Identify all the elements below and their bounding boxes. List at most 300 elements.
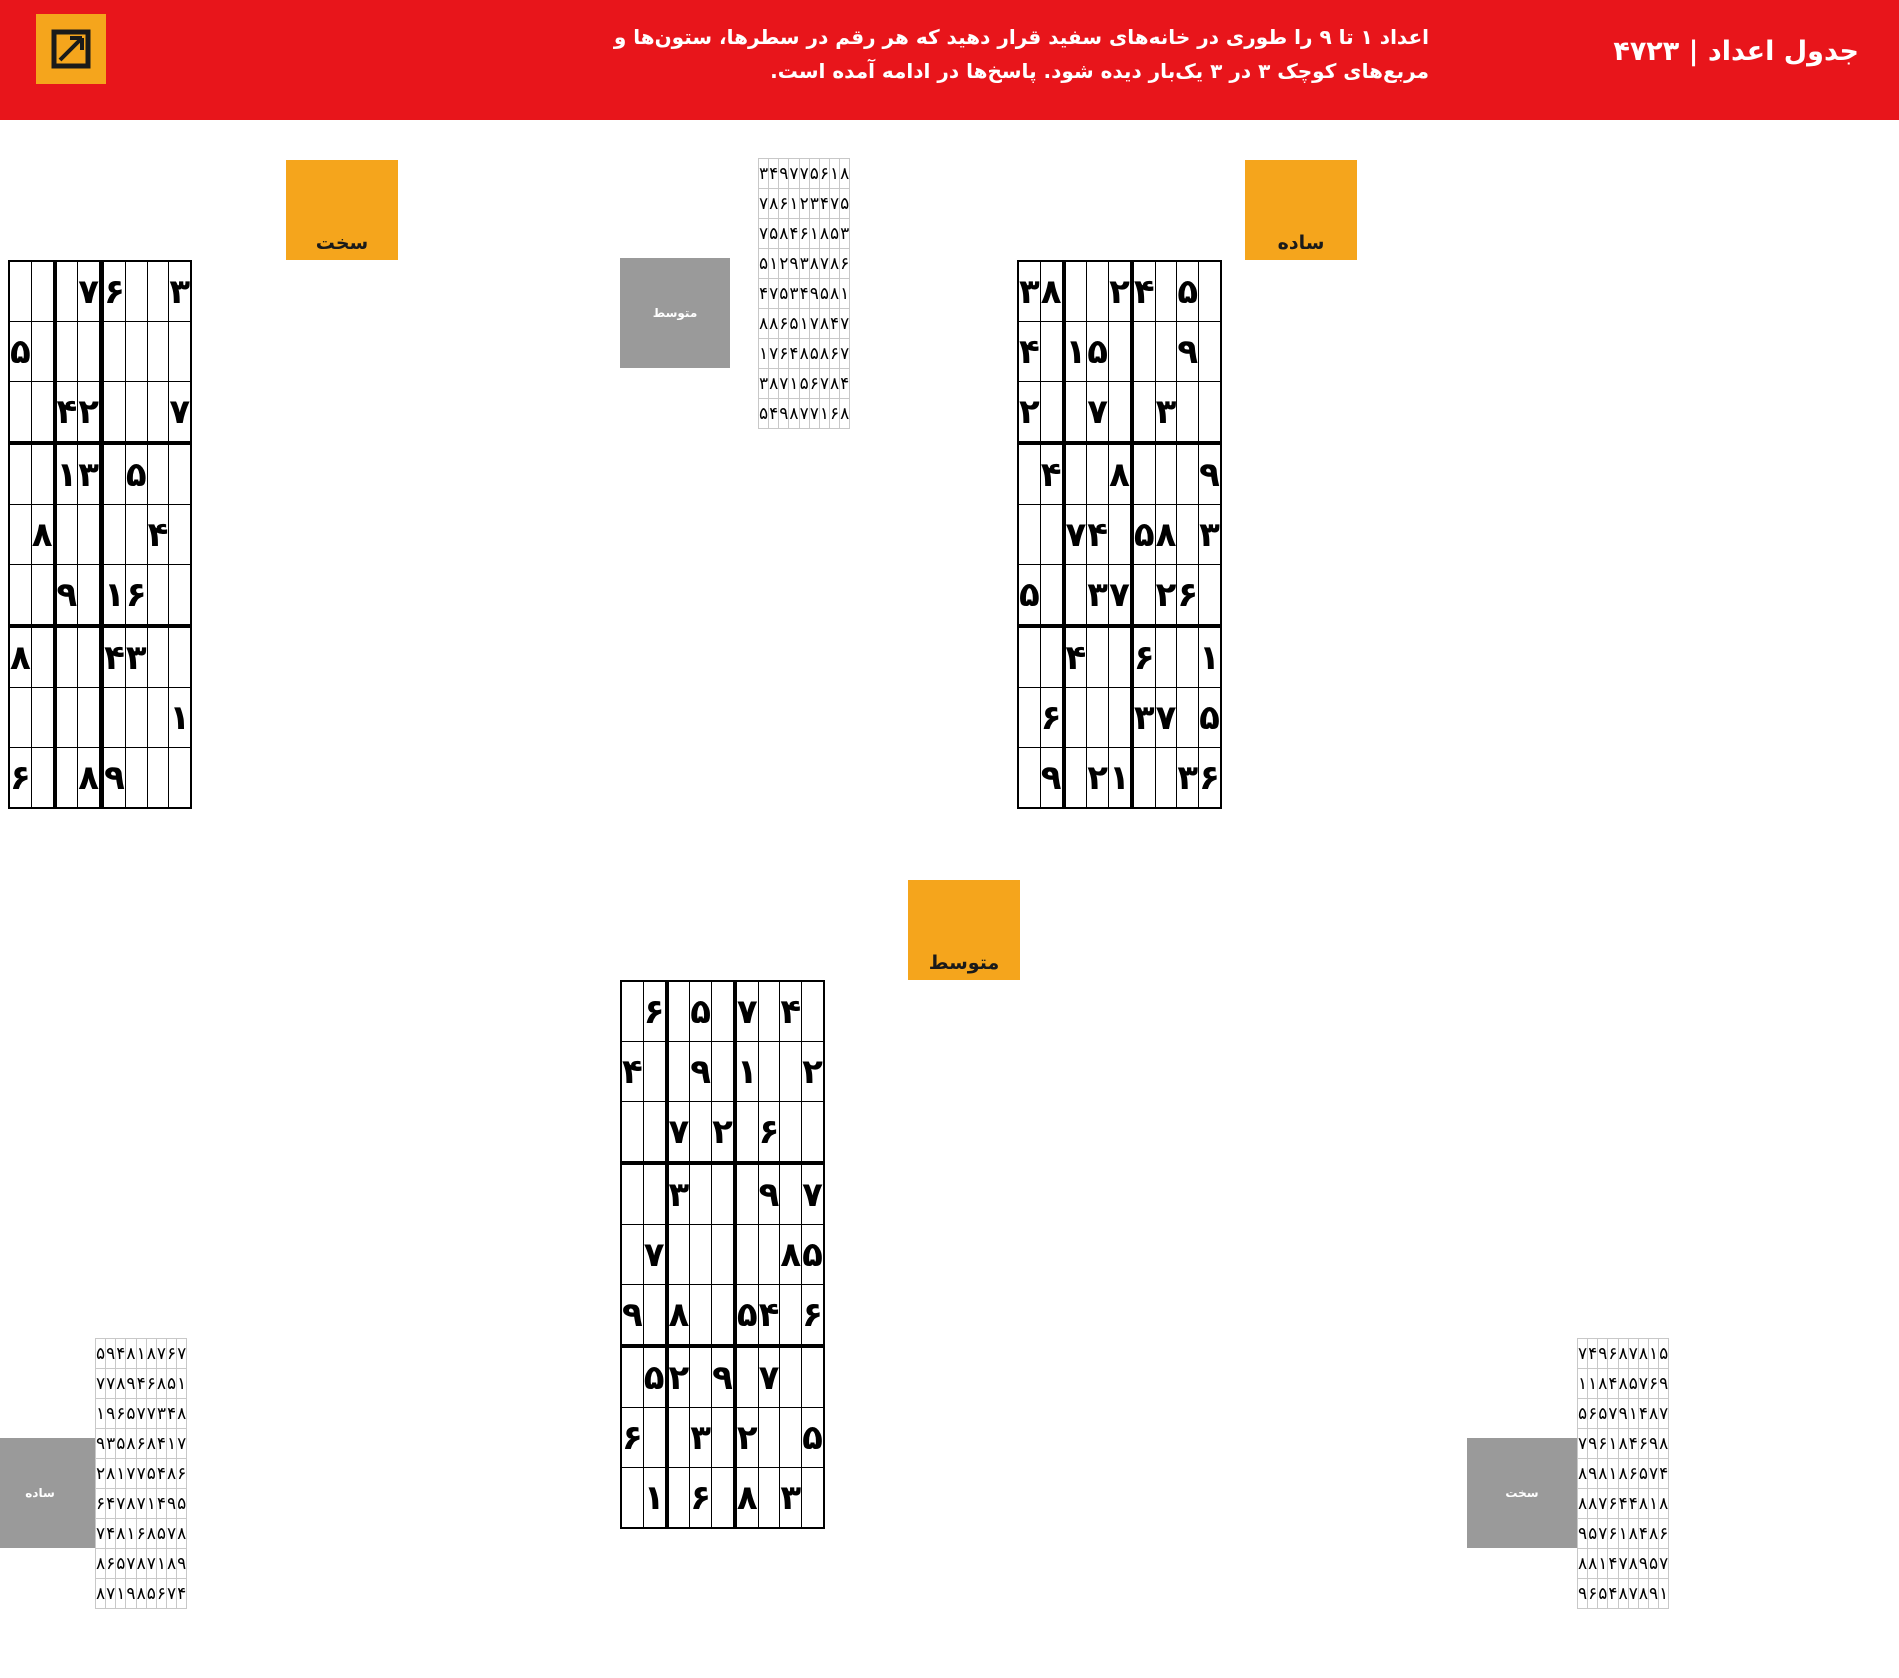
grid-cell-filled: ۵: [779, 279, 789, 309]
grid-cell-empty[interactable]: [1040, 322, 1063, 382]
grid-cell-empty[interactable]: [1177, 626, 1199, 688]
grid-cell-empty[interactable]: [780, 1346, 802, 1408]
grid-cell-empty[interactable]: [78, 688, 100, 748]
grid-cell-filled: ۳: [780, 1468, 802, 1529]
grid-row: [1018, 565, 1221, 627]
grid-cell-filled: ۵: [769, 219, 779, 249]
grid-cell-filled: ۸: [829, 249, 839, 279]
grid-cell-empty[interactable]: [1064, 261, 1087, 322]
grid-cell-filled: ۳: [125, 626, 147, 688]
grid-cell-filled: ۵: [802, 1225, 824, 1285]
grid-row: [759, 159, 850, 189]
grid-cell-empty[interactable]: [690, 1285, 712, 1347]
grid-cell-filled: ۸: [840, 159, 850, 189]
grid-cell-filled: ۴: [1087, 505, 1109, 565]
grid-cell-empty[interactable]: [712, 1285, 735, 1347]
grid-cell-filled: ۷: [643, 1225, 666, 1285]
grid-cell-filled: ۴: [1588, 1339, 1598, 1369]
grid-cell-empty[interactable]: [55, 505, 78, 565]
grid-cell-filled: ۸: [1659, 1489, 1669, 1519]
grid-cell-empty[interactable]: [690, 1102, 712, 1164]
grid-row: [1018, 382, 1221, 444]
grid-cell-filled: ۷: [799, 159, 809, 189]
logo-icon: [36, 14, 106, 84]
grid-cell-empty[interactable]: [1177, 688, 1199, 748]
grid-cell-empty[interactable]: [667, 1408, 690, 1468]
grid-cell-empty[interactable]: [1064, 688, 1087, 748]
grid-cell-empty[interactable]: [100, 382, 103, 444]
grid-cell-empty[interactable]: [1199, 261, 1221, 322]
grid-cell-filled: ۶: [116, 1399, 126, 1429]
grid-cell-empty[interactable]: [1132, 322, 1155, 382]
grid-cell-filled: ۷: [156, 1339, 166, 1369]
grid-cell-empty[interactable]: [125, 688, 147, 748]
grid-cell-empty[interactable]: [735, 1163, 758, 1225]
grid-cell-empty[interactable]: [100, 261, 103, 322]
grid-cell-empty[interactable]: [1177, 382, 1199, 444]
grid-cell-empty[interactable]: [147, 443, 169, 505]
grid-cell-empty[interactable]: [667, 981, 690, 1042]
grid-cell-filled: ۸: [799, 339, 809, 369]
grid-cell-empty[interactable]: [758, 1225, 780, 1285]
grid-cell-empty[interactable]: [1177, 505, 1199, 565]
grid-cell-filled: ۸: [829, 279, 839, 309]
grid-cell-empty[interactable]: [102, 443, 125, 505]
grid-cell-filled: ۷: [819, 369, 829, 399]
grid-cell-empty[interactable]: [621, 1225, 643, 1285]
grid-cell-empty[interactable]: [1064, 443, 1087, 505]
grid-row: [96, 1369, 187, 1399]
grid-cell-empty[interactable]: [1177, 443, 1199, 505]
grid-cell-empty[interactable]: [31, 565, 54, 627]
grid-cell-filled: ۶: [829, 339, 839, 369]
grid-cell-empty[interactable]: [100, 505, 103, 565]
grid-cell-filled: ۷: [126, 1459, 136, 1489]
grid-cell-filled: ۸: [166, 1549, 176, 1579]
grid-cell-filled: ۱: [1628, 1399, 1638, 1429]
grid-cell-empty[interactable]: [780, 1408, 802, 1468]
grid-cell-filled: ۸: [1040, 261, 1063, 322]
grid-cell-filled: ۵: [1598, 1579, 1608, 1609]
grid-cell-empty[interactable]: [102, 688, 125, 748]
grid-cell-filled: ۹: [1578, 1579, 1588, 1609]
grid-cell-empty[interactable]: [100, 443, 103, 505]
grid-cell-empty[interactable]: [1132, 443, 1155, 505]
grid-cell-empty[interactable]: [712, 1225, 735, 1285]
grid-cell-filled: ۷: [789, 159, 799, 189]
grid-row: [96, 1579, 187, 1609]
grid-cell-empty[interactable]: [1040, 565, 1063, 627]
grid-cell-empty[interactable]: [78, 505, 100, 565]
grid-cell-filled: ۶: [809, 369, 819, 399]
grid-cell-empty[interactable]: [621, 1102, 643, 1164]
grid-cell-empty[interactable]: [621, 981, 643, 1042]
grid-cell-filled: ۴: [621, 1042, 643, 1102]
grid-cell-empty[interactable]: [1155, 261, 1177, 322]
grid-cell-filled: ۱: [1109, 748, 1132, 809]
grid-cell-empty[interactable]: [147, 565, 169, 627]
grid-cell-filled: ۵: [1177, 261, 1199, 322]
grid-cell-empty[interactable]: [1087, 688, 1109, 748]
grid-row: [759, 339, 850, 369]
grid-cell-empty[interactable]: [621, 1468, 643, 1529]
grid-cell-filled: ۱: [126, 1519, 136, 1549]
grid-cell-empty[interactable]: [1199, 382, 1221, 444]
grid-cell-empty[interactable]: [55, 261, 78, 322]
grid-cell-filled: ۴: [1638, 1399, 1648, 1429]
grid-cell-filled: ۴: [799, 279, 809, 309]
grid-cell-filled: ۸: [1598, 1459, 1608, 1489]
grid-cell-empty[interactable]: [100, 565, 103, 627]
grid-cell-empty[interactable]: [9, 505, 31, 565]
grid-cell-empty[interactable]: [802, 1102, 824, 1164]
grid-cell-empty[interactable]: [169, 565, 191, 627]
grid-cell-empty[interactable]: [169, 443, 191, 505]
grid-cell-filled: ۸: [146, 1519, 156, 1549]
grid-cell-empty[interactable]: [147, 688, 169, 748]
grid-cell-empty[interactable]: [78, 565, 100, 627]
grid-cell-empty[interactable]: [621, 1163, 643, 1225]
grid-cell-filled: ۷: [809, 309, 819, 339]
grid-cell-empty[interactable]: [690, 1163, 712, 1225]
grid-cell-filled: ۶: [819, 159, 829, 189]
grid-cell-empty[interactable]: [1018, 626, 1040, 688]
grid-cell-empty[interactable]: [1064, 565, 1087, 627]
grid-cell-filled: ۸: [769, 309, 779, 339]
grid-cell-empty[interactable]: [1109, 626, 1132, 688]
grid-cell-empty[interactable]: [31, 261, 54, 322]
grid-cell-filled: ۹: [621, 1285, 643, 1347]
grid-cell-empty[interactable]: [780, 1102, 802, 1164]
grid-cell-empty[interactable]: [31, 443, 54, 505]
puzzle-hard-grid[interactable]: [8, 260, 192, 809]
grid-cell-empty[interactable]: [31, 626, 54, 688]
grid-cell-filled: ۴: [106, 1519, 116, 1549]
grid-cell-filled: ۵: [126, 1399, 136, 1429]
grid-cell-empty[interactable]: [147, 626, 169, 688]
grid-row: [1018, 443, 1221, 505]
grid-cell-filled: ۷: [1109, 565, 1132, 627]
grid-cell-empty[interactable]: [1018, 505, 1040, 565]
grid-cell-empty[interactable]: [802, 981, 824, 1042]
grid-cell-empty[interactable]: [690, 1346, 712, 1408]
grid-cell-empty[interactable]: [1132, 748, 1155, 809]
grid-cell-filled: ۳: [809, 189, 819, 219]
grid-cell-empty[interactable]: [78, 626, 100, 688]
grid-cell-filled: ۶: [1199, 748, 1221, 809]
grid-cell-empty[interactable]: [169, 322, 191, 382]
grid-cell-empty[interactable]: [643, 1163, 666, 1225]
solution-easy-label: ساده: [0, 1438, 95, 1548]
grid-row: [1578, 1489, 1669, 1519]
grid-cell-filled: ۱: [789, 189, 799, 219]
grid-cell-empty[interactable]: [169, 626, 191, 688]
grid-cell-empty[interactable]: [712, 1042, 735, 1102]
grid-cell-empty[interactable]: [802, 1346, 824, 1408]
grid-cell-empty[interactable]: [712, 1408, 735, 1468]
grid-cell-empty[interactable]: [667, 1468, 690, 1529]
grid-cell-empty[interactable]: [100, 626, 103, 688]
grid-cell-filled: ۳: [1155, 382, 1177, 444]
grid-cell-filled: ۴: [789, 339, 799, 369]
grid-cell-empty[interactable]: [102, 322, 125, 382]
grid-cell-empty[interactable]: [125, 382, 147, 444]
grid-cell-empty[interactable]: [1087, 626, 1109, 688]
grid-cell-empty[interactable]: [147, 382, 169, 444]
grid-cell-empty[interactable]: [9, 261, 31, 322]
grid-cell-empty[interactable]: [1018, 688, 1040, 748]
grid-cell-empty[interactable]: [1155, 748, 1177, 809]
grid-cell-empty[interactable]: [1087, 261, 1109, 322]
grid-cell-filled: ۵: [809, 339, 819, 369]
grid-cell-empty[interactable]: [780, 1163, 802, 1225]
grid-cell-empty[interactable]: [735, 1102, 758, 1164]
grid-cell-filled: ۱: [1578, 1369, 1588, 1399]
grid-cell-empty[interactable]: [55, 748, 78, 809]
grid-cell-filled: ۶: [779, 189, 789, 219]
grid-cell-filled: ۲: [735, 1408, 758, 1468]
grid-cell-filled: ۴: [55, 382, 78, 444]
grid-cell-filled: ۵: [146, 1579, 156, 1609]
grid-cell-empty[interactable]: [31, 748, 54, 809]
grid-cell-filled: ۵: [690, 981, 712, 1042]
grid-cell-filled: ۴: [116, 1339, 126, 1369]
grid-cell-filled: ۷: [1628, 1339, 1638, 1369]
grid-row: [9, 382, 191, 444]
grid-cell-empty[interactable]: [31, 322, 54, 382]
grid-cell-empty[interactable]: [125, 322, 147, 382]
grid-cell-empty[interactable]: [712, 981, 735, 1042]
grid-cell-filled: ۸: [840, 399, 850, 429]
grid-cell-empty[interactable]: [1040, 382, 1063, 444]
grid-cell-empty[interactable]: [125, 748, 147, 809]
grid-cell-empty[interactable]: [667, 1225, 690, 1285]
grid-cell-empty[interactable]: [712, 1163, 735, 1225]
grid-cell-filled: ۷: [106, 1579, 116, 1609]
grid-cell-empty[interactable]: [1040, 626, 1063, 688]
grid-cell-filled: ۷: [829, 189, 839, 219]
grid-cell-empty[interactable]: [643, 1408, 666, 1468]
grid-cell-filled: ۸: [759, 309, 769, 339]
grid-cell-empty[interactable]: [125, 261, 147, 322]
grid-cell-filled: ۸: [1618, 1579, 1628, 1609]
grid-cell-filled: ۴: [1608, 1369, 1618, 1399]
grid-cell-empty[interactable]: [100, 748, 103, 809]
grid-row: [1018, 505, 1221, 565]
grid-row: [1018, 261, 1221, 322]
grid-cell-filled: ۴: [819, 189, 829, 219]
grid-cell-filled: ۲: [1087, 748, 1109, 809]
grid-cell-filled: ۸: [1598, 1369, 1608, 1399]
grid-cell-empty[interactable]: [780, 1042, 802, 1102]
grid-cell-empty[interactable]: [55, 688, 78, 748]
grid-cell-filled: ۶: [1659, 1519, 1669, 1549]
grid-cell-filled: ۸: [667, 1285, 690, 1347]
grid-cell-empty[interactable]: [78, 322, 100, 382]
grid-cell-filled: ۸: [1588, 1549, 1598, 1579]
grid-cell-filled: ۹: [1659, 1369, 1669, 1399]
grid-row: [759, 309, 850, 339]
grid-cell-empty[interactable]: [169, 505, 191, 565]
grid-cell-filled: ۶: [758, 1102, 780, 1164]
grid-cell-empty[interactable]: [643, 1102, 666, 1164]
grid-cell-empty[interactable]: [780, 1285, 802, 1347]
grid-cell-filled: ۸: [819, 219, 829, 249]
grid-row: [1578, 1459, 1669, 1489]
grid-cell-filled: ۹: [1638, 1549, 1648, 1579]
grid-cell-empty[interactable]: [643, 1042, 666, 1102]
grid-cell-filled: ۱: [759, 339, 769, 369]
grid-cell-empty[interactable]: [147, 748, 169, 809]
grid-cell-empty[interactable]: [102, 505, 125, 565]
grid-cell-filled: ۸: [126, 1339, 136, 1369]
grid-cell-empty[interactable]: [147, 261, 169, 322]
grid-cell-empty[interactable]: [1155, 626, 1177, 688]
grid-cell-filled: ۸: [1638, 1489, 1648, 1519]
grid-cell-filled: ۶: [779, 309, 789, 339]
grid-cell-empty[interactable]: [667, 1042, 690, 1102]
grid-row: [9, 322, 191, 382]
grid-cell-filled: ۶: [9, 748, 31, 809]
grid-cell-empty[interactable]: [9, 565, 31, 627]
grid-cell-filled: ۴: [759, 279, 769, 309]
grid-cell-empty[interactable]: [621, 1346, 643, 1408]
grid-cell-empty[interactable]: [31, 688, 54, 748]
grid-cell-filled: ۴: [769, 159, 779, 189]
grid-cell-empty[interactable]: [1155, 443, 1177, 505]
grid-cell-filled: ۴: [166, 1399, 176, 1429]
grid-cell-filled: ۴: [177, 1579, 187, 1609]
page-title: جدول اعداد | ۴۷۲۳: [1613, 36, 1859, 67]
grid-cell-filled: ۴: [106, 1489, 116, 1519]
grid-cell-empty[interactable]: [169, 748, 191, 809]
grid-cell-empty[interactable]: [9, 443, 31, 505]
grid-cell-empty[interactable]: [758, 1408, 780, 1468]
grid-cell-filled: ۴: [156, 1489, 166, 1519]
grid-cell-filled: ۲: [712, 1102, 735, 1164]
puzzle-medium-grid[interactable]: [620, 980, 825, 1529]
grid-cell-filled: ۷: [1578, 1429, 1588, 1459]
grid-cell-empty[interactable]: [1018, 748, 1040, 809]
grid-cell-filled: ۷: [166, 1579, 176, 1609]
grid-cell-empty[interactable]: [1199, 565, 1221, 627]
grid-row: [621, 1225, 824, 1285]
grid-cell-empty[interactable]: [735, 1225, 758, 1285]
grid-cell-empty[interactable]: [147, 322, 169, 382]
grid-cell-filled: ۱: [116, 1459, 126, 1489]
grid-cell-filled: ۴: [840, 369, 850, 399]
grid-cell-empty[interactable]: [1040, 505, 1063, 565]
grid-cell-empty[interactable]: [690, 1225, 712, 1285]
grid-cell-empty[interactable]: [643, 1285, 666, 1347]
grid-row: [9, 748, 191, 809]
grid-cell-filled: ۴: [1659, 1459, 1669, 1489]
grid-cell-empty[interactable]: [100, 688, 103, 748]
grid-cell-empty[interactable]: [758, 1468, 780, 1529]
grid-cell-empty[interactable]: [1018, 443, 1040, 505]
grid-cell-filled: ۸: [819, 309, 829, 339]
grid-cell-filled: ۳: [156, 1399, 166, 1429]
grid-cell-empty[interactable]: [1132, 382, 1155, 444]
grid-cell-empty[interactable]: [9, 688, 31, 748]
grid-cell-empty[interactable]: [1132, 565, 1155, 627]
grid-row: [1018, 748, 1221, 809]
grid-cell-filled: ۸: [1618, 1429, 1628, 1459]
grid-cell-filled: ۳: [690, 1408, 712, 1468]
grid-row: [96, 1339, 187, 1369]
grid-cell-filled: ۵: [146, 1459, 156, 1489]
grid-cell-filled: ۳: [667, 1163, 690, 1225]
grid-cell-empty[interactable]: [1109, 505, 1132, 565]
grid-cell-filled: ۱: [1598, 1549, 1608, 1579]
grid-cell-filled: ۵: [1087, 322, 1109, 382]
grid-cell-filled: ۸: [1578, 1549, 1588, 1579]
grid-cell-filled: ۱: [177, 1369, 187, 1399]
grid-cell-empty[interactable]: [102, 382, 125, 444]
grid-cell-empty[interactable]: [55, 626, 78, 688]
grid-cell-empty[interactable]: [31, 382, 54, 444]
solution-medium-grid: [758, 158, 850, 429]
grid-cell-filled: ۳: [759, 369, 769, 399]
grid-cell-filled: ۷: [667, 1102, 690, 1164]
grid-cell-filled: ۴: [1608, 1549, 1618, 1579]
grid-cell-empty[interactable]: [1087, 443, 1109, 505]
grid-cell-filled: ۹: [1598, 1339, 1608, 1369]
grid-cell-empty[interactable]: [1155, 322, 1177, 382]
grid-cell-empty[interactable]: [1064, 382, 1087, 444]
grid-cell-empty[interactable]: [712, 1468, 735, 1529]
puzzle-medium-tab: متوسط: [908, 880, 1020, 980]
grid-cell-filled: ۱: [819, 399, 829, 429]
grid-cell-filled: ۷: [1628, 1579, 1638, 1609]
grid-row: [1578, 1429, 1669, 1459]
grid-cell-empty[interactable]: [758, 1042, 780, 1102]
grid-cell-filled: ۵: [1132, 505, 1155, 565]
grid-cell-empty[interactable]: [802, 1468, 824, 1529]
grid-cell-filled: ۷: [96, 1519, 106, 1549]
grid-cell-empty[interactable]: [1199, 322, 1221, 382]
grid-cell-filled: ۹: [1177, 322, 1199, 382]
grid-cell-empty[interactable]: [100, 322, 103, 382]
grid-cell-empty[interactable]: [125, 505, 147, 565]
grid-cell-empty[interactable]: [758, 981, 780, 1042]
grid-cell-empty[interactable]: [1109, 382, 1132, 444]
grid-row: [9, 688, 191, 748]
grid-cell-filled: ۳: [1177, 748, 1199, 809]
grid-cell-filled: ۱: [769, 249, 779, 279]
grid-cell-empty[interactable]: [1064, 748, 1087, 809]
grid-cell-empty[interactable]: [55, 322, 78, 382]
grid-cell-filled: ۹: [126, 1369, 136, 1399]
grid-cell-empty[interactable]: [1109, 688, 1132, 748]
grid-cell-filled: ۷: [177, 1429, 187, 1459]
grid-cell-filled: ۵: [759, 249, 769, 279]
grid-cell-filled: ۷: [1155, 688, 1177, 748]
grid-cell-filled: ۵: [96, 1339, 106, 1369]
grid-cell-empty[interactable]: [9, 382, 31, 444]
grid-cell-filled: ۸: [96, 1549, 106, 1579]
grid-cell-filled: ۸: [1109, 443, 1132, 505]
grid-cell-filled: ۱: [1064, 322, 1087, 382]
grid-cell-filled: ۶: [102, 261, 125, 322]
grid-cell-empty[interactable]: [735, 1346, 758, 1408]
grid-cell-filled: ۷: [169, 382, 191, 444]
grid-cell-filled: ۷: [106, 1369, 116, 1399]
puzzle-easy-grid[interactable]: [1017, 260, 1222, 809]
grid-cell-empty[interactable]: [1109, 322, 1132, 382]
puzzle-easy-tab: ساده: [1245, 160, 1357, 260]
grid-cell-filled: ۳: [759, 159, 769, 189]
